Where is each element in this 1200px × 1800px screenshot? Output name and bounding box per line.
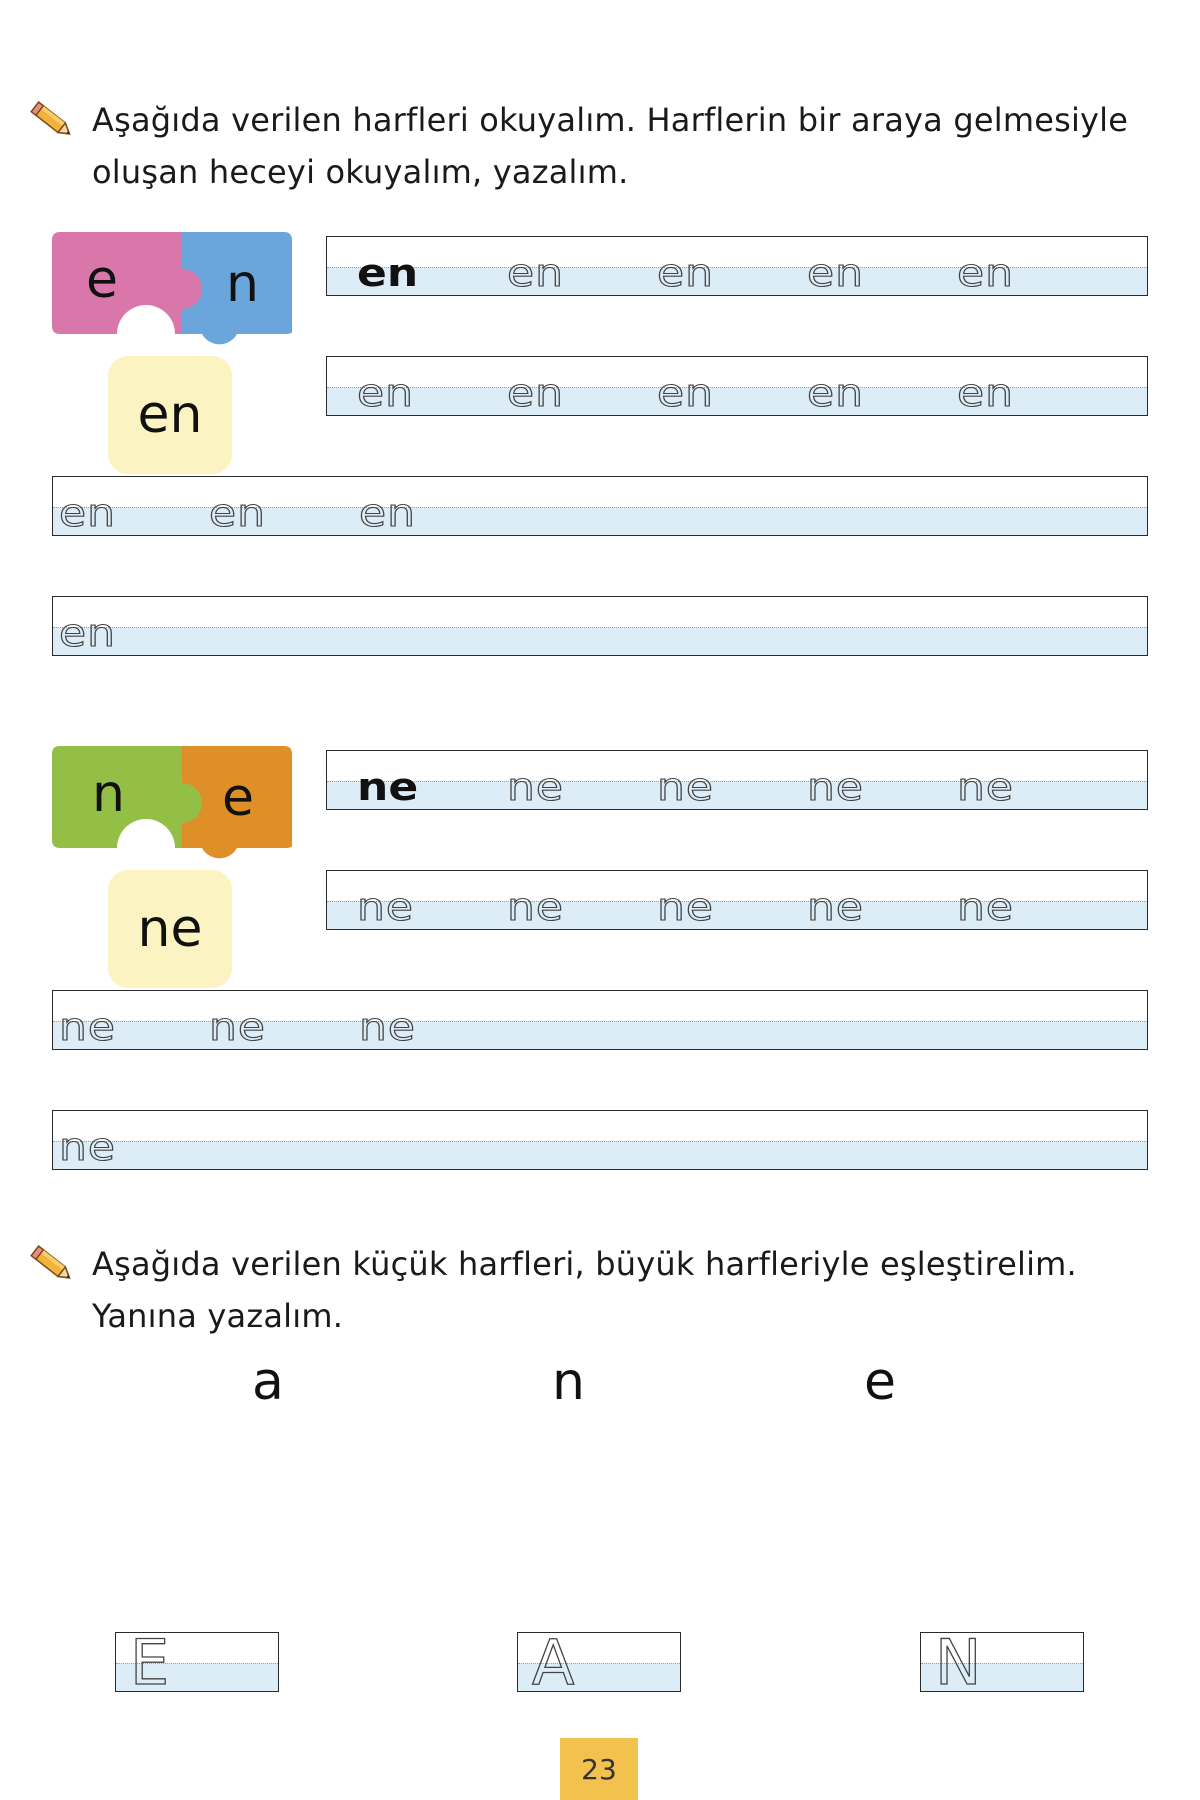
uppercase-box[interactable] — [517, 1626, 681, 1699]
model-syllable: en — [357, 251, 419, 296]
page-number: 23 — [560, 1738, 638, 1800]
uppercase-box[interactable] — [920, 1626, 1084, 1699]
puzzle-en — [52, 232, 292, 358]
trace-syllable: ne — [957, 885, 1014, 930]
trace-syllable: en — [657, 371, 714, 416]
instruction-text: Aşağıda verilen harfleri okuyalım. Harflerin bir araya gelmesiyle oluşan heceyi okuyalım, yazalım. — [92, 101, 1129, 191]
uppercase-letter: A — [532, 1626, 575, 1699]
trace-syllable: ne — [357, 885, 414, 930]
trace-syllable: ne — [807, 885, 864, 930]
model-syllable: ne — [357, 765, 419, 810]
puzzle-letter-left: n — [92, 764, 125, 824]
uppercase-letter: E — [130, 1626, 170, 1699]
instruction-read-write — [30, 94, 1140, 198]
trace-syllable: en — [507, 371, 564, 416]
puzzle-pieces-ne — [52, 746, 292, 872]
trace-syllable: en — [59, 491, 116, 536]
lowercase-letter[interactable]: a — [252, 1352, 284, 1412]
trace-syllable: ne — [507, 765, 564, 810]
writing-line[interactable] — [326, 356, 1148, 416]
writing-line[interactable] — [52, 596, 1148, 656]
trace-syllable: ne — [657, 765, 714, 810]
trace-syllable: ne — [507, 885, 564, 930]
syllable-box-ne: ne — [108, 870, 232, 988]
puzzle-letter-left: e — [86, 250, 118, 310]
trace-syllable: en — [209, 491, 266, 536]
trace-syllable: en — [807, 251, 864, 296]
lowercase-letter[interactable]: n — [552, 1352, 585, 1412]
pencil-icon — [30, 98, 76, 144]
writing-line[interactable] — [326, 870, 1148, 930]
trace-syllable: en — [657, 251, 714, 296]
trace-syllable: en — [807, 371, 864, 416]
trace-syllable: en — [957, 371, 1014, 416]
instruction-text: Aşağıda verilen küçük harfleri, büyük harfleriyle eşleştirelim. Yanına yazalım. — [92, 1245, 1077, 1335]
writing-line[interactable] — [326, 236, 1148, 296]
pencil-icon — [30, 1242, 76, 1288]
trace-syllable: ne — [209, 1005, 266, 1050]
writing-line[interactable] — [52, 476, 1148, 536]
trace-syllable: en — [957, 251, 1014, 296]
trace-syllable: en — [359, 491, 416, 536]
trace-syllable: en — [357, 371, 414, 416]
trace-syllable: en — [59, 611, 116, 656]
instruction-match-letters — [30, 1238, 1140, 1342]
writing-line[interactable] — [326, 750, 1148, 810]
trace-syllable: ne — [657, 885, 714, 930]
trace-syllable: ne — [957, 765, 1014, 810]
trace-syllable: en — [507, 251, 564, 296]
uppercase-letter: N — [935, 1626, 982, 1699]
trace-syllable: ne — [359, 1005, 416, 1050]
trace-syllable: ne — [59, 1005, 116, 1050]
trace-syllable: ne — [59, 1125, 116, 1170]
writing-line[interactable] — [52, 1110, 1148, 1170]
puzzle-letter-right: n — [226, 254, 259, 314]
syllable-box-en: en — [108, 356, 232, 474]
trace-syllable: ne — [807, 765, 864, 810]
lowercase-letter[interactable]: e — [864, 1352, 896, 1412]
puzzle-letter-right: e — [222, 768, 254, 828]
puzzle-ne — [52, 746, 292, 872]
writing-line[interactable] — [52, 990, 1148, 1050]
uppercase-box[interactable] — [115, 1626, 279, 1699]
